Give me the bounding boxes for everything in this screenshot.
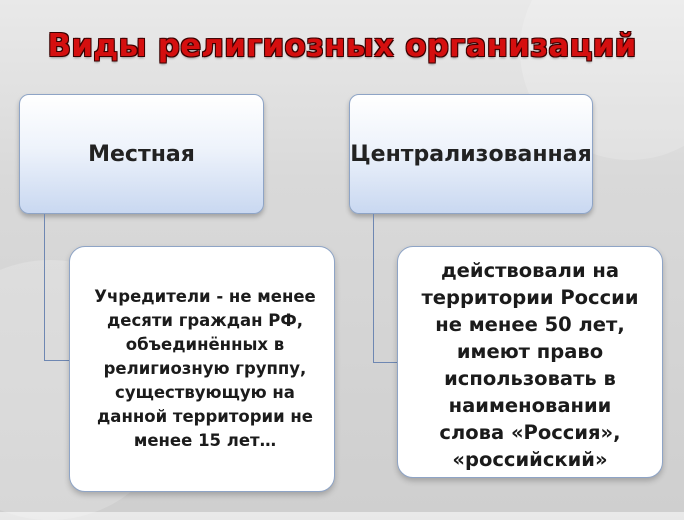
text-line: использовать в — [444, 367, 616, 390]
info-centralized-text — [421, 257, 638, 473]
info-local-text — [94, 285, 315, 453]
text-line: имеют право — [456, 340, 604, 363]
text-line: не менее 50 лет, — [435, 313, 625, 336]
text-line: действовали на — [440, 259, 620, 282]
text-line: Учредители - не менее — [94, 287, 316, 306]
text-line: территории России — [421, 286, 639, 309]
info-box-local — [69, 246, 335, 492]
slide-title: Виды религиозных организаций — [47, 28, 637, 64]
text-line: данной территории не — [96, 407, 313, 426]
heading-local-label: Местная — [88, 141, 195, 167]
info-box-centralized — [397, 246, 663, 478]
text-line: «российский» — [452, 448, 608, 471]
text-line: слова «Россия», — [439, 421, 621, 444]
text-line: менее 15 лет… — [133, 431, 277, 450]
text-line: религиозную группу, — [103, 359, 307, 378]
heading-box-local — [19, 94, 264, 214]
heading-box-centralized — [349, 94, 593, 214]
connector-left — [44, 214, 71, 361]
heading-centralized-label: Централизованная — [350, 141, 592, 167]
text-line: наименовании — [448, 394, 612, 417]
text-line: существующую на — [115, 383, 295, 402]
text-line: десяти граждан РФ, — [106, 311, 304, 330]
connector-right — [373, 214, 399, 363]
text-line: объединённых в — [125, 335, 285, 354]
